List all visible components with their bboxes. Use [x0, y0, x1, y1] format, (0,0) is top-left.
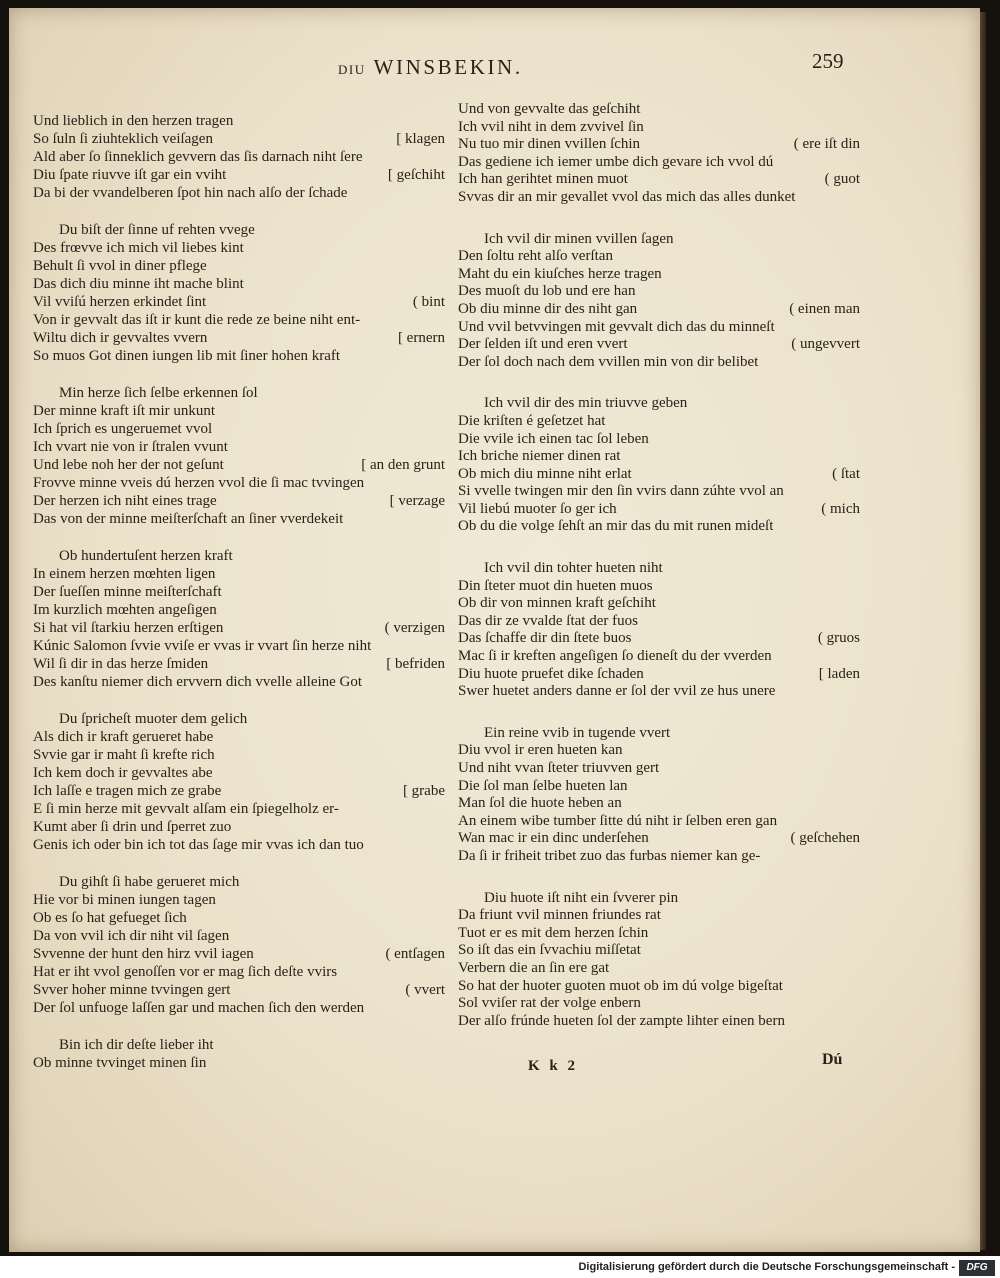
- rhyme-carryover: [ ernern: [397, 330, 445, 346]
- verse-text: Das gediene ich iemer umbe dich gevare ich vvol dú: [458, 153, 774, 170]
- verse-line: [458, 301, 860, 319]
- verse-text: Si vvelle twingen mir den ſin vvirs dann zúhte vvol an: [458, 483, 784, 500]
- verse-line: [33, 438, 445, 456]
- dfg-logo: DFG: [959, 1260, 995, 1276]
- verse-text: Hat er iht vvol genoſſen vor er mag ſich deſte vvirs: [33, 964, 338, 980]
- stanza: [458, 560, 860, 701]
- verse-text: Der ſelden iſt und eren vvert: [458, 336, 628, 353]
- stanza: [33, 384, 445, 528]
- verse-line: [33, 927, 445, 945]
- verse-line: [458, 518, 860, 536]
- verse-line: [33, 818, 445, 836]
- verse-text: Der ſol unfuoge laſſen gar und machen ſich den werden: [33, 1000, 365, 1016]
- rhyme-carryover: [ laden: [818, 665, 860, 682]
- verse-line: [458, 725, 860, 743]
- verse-line: [458, 319, 860, 337]
- verse-line: [33, 655, 445, 673]
- verse-line: [33, 510, 445, 528]
- verse-line: [33, 1036, 445, 1054]
- stanza: [458, 725, 860, 866]
- verse-text: Behult ſi vvol in diner pflege: [33, 258, 207, 274]
- verse-line: [458, 666, 860, 684]
- verse-text: Des frœvve ich mich vil liebes kint: [33, 240, 244, 256]
- verse-text: Der ſol doch nach dem vvillen min von dir belibet: [458, 353, 759, 370]
- verse-text: Ob dir von minnen kraft geſchiht: [458, 595, 656, 612]
- verse-line: [33, 601, 445, 619]
- rhyme-carryover: ( mich: [821, 500, 860, 517]
- verse-text: Die ſol man ſelbe hueten lan: [458, 777, 628, 794]
- verse-text: Als dich ir kraft gerueret habe: [33, 729, 214, 745]
- rhyme-carryover: [ geſchiht: [387, 167, 445, 183]
- verse-text: Das von der minne meiſterſchaft an ſiner vverdekeit: [33, 511, 344, 527]
- verse-text: Ich vvil dir minen vvillen ſagen: [484, 230, 674, 247]
- verse-text: So hat der huoter guoten muot ob im dú volge bigeſtat: [458, 977, 783, 994]
- verse-text: Maht du ein kiuſches herze tragen: [458, 265, 662, 282]
- rhyme-carryover: ( ſtat: [832, 465, 860, 482]
- verse-line: [458, 830, 860, 848]
- verse-line: [33, 728, 445, 746]
- verse-line: [458, 154, 860, 172]
- rhyme-carryover: [ klagen: [396, 131, 445, 147]
- verse-text: Das dir ze vvalde ſtat der fuos: [458, 612, 638, 629]
- verse-line: [458, 960, 860, 978]
- verse-text: Frovve minne vveis dú herzen vvol die ſi mac tvvingen: [33, 475, 365, 491]
- verse-line: [458, 336, 860, 354]
- verse-text: Min herze ſich ſelbe erkennen ſol: [59, 385, 258, 401]
- verse-text: Svver hoher minne tvvingen gert: [33, 982, 231, 998]
- verse-text: Ob mich diu minne niht erlat: [458, 465, 632, 482]
- verse-text: Svvas dir an mir gevallet vvol das mich das alles dunket: [458, 188, 796, 205]
- verse-text: Von ir gevvalt das iſt ir kunt die rede ze beine niht ent-: [33, 312, 361, 328]
- verse-text: In einem herzen mœhten ligen: [33, 566, 216, 582]
- verse-line: [458, 848, 860, 866]
- verse-text: Ich vvil dir des min triuvve geben: [484, 395, 688, 412]
- verse-text: Die kriſten é geſetzet hat: [458, 412, 606, 429]
- verse-line: [33, 637, 445, 655]
- verse-line: [458, 683, 860, 701]
- verse-line: [33, 981, 445, 999]
- verse-line: [458, 742, 860, 760]
- verse-line: [33, 746, 445, 764]
- verse-text: Ich vvil niht in dem zvvivel ſin: [458, 118, 644, 135]
- verse-line: [33, 619, 445, 637]
- verse-text: Kumt aber ſi drin und ſperret zuo: [33, 819, 232, 835]
- verse-line: [33, 456, 445, 474]
- verse-line: [458, 942, 860, 960]
- verse-text: Bin ich dir deſte lieber iht: [59, 1037, 214, 1053]
- verse-text: Die vvile ich einen tac ſol leben: [458, 430, 649, 447]
- verse-line: [33, 891, 445, 909]
- verse-text: Diu ſpate riuvve iſt gar ein vviht: [33, 167, 227, 183]
- verse-line: [33, 257, 445, 275]
- rhyme-carryover: ( vvert: [405, 982, 445, 998]
- verse-text: Ald aber ſo ſinneklich gevvern das ſis darnach niht ſere: [33, 149, 363, 165]
- verse-text: Nu tuo mir dinen vvillen ſchin: [458, 136, 641, 153]
- verse-line: [458, 431, 860, 449]
- verse-line: [33, 764, 445, 782]
- verse-line: [33, 547, 445, 565]
- catchword: Dú: [822, 1051, 843, 1068]
- running-head: [338, 55, 523, 80]
- page-edge: [980, 12, 986, 1250]
- verse-line: [33, 963, 445, 981]
- verse-line: [33, 112, 445, 130]
- verse-line: [33, 420, 445, 438]
- verse-line: [33, 166, 445, 184]
- digitization-credit: Digitalisierung gefördert durch die Deutsche Forschungsgemeinschaft -: [578, 1261, 955, 1273]
- verse-line: [33, 673, 445, 691]
- verse-text: Ob es ſo hat gefueget ſich: [33, 910, 187, 926]
- rhyme-carryover: ( ungevvert: [791, 336, 860, 353]
- verse-line: [458, 171, 860, 189]
- verse-line: [458, 119, 860, 137]
- verse-line: [33, 945, 445, 963]
- verse-text: Da bi der vvandelberen ſpot hin nach alſo der ſchade: [33, 185, 348, 201]
- verse-line: [458, 907, 860, 925]
- verse-line: [458, 595, 860, 613]
- verse-text: Diu huote iſt niht ein ſvverer pin: [484, 889, 679, 906]
- verse-line: [458, 231, 860, 249]
- verse-line: [33, 782, 445, 800]
- verse-line: [33, 583, 445, 601]
- verse-line: [33, 293, 445, 311]
- verse-text: Ein reine vvib in tugende vvert: [484, 724, 671, 741]
- verse-text: Du gihſt ſi habe gerueret mich: [59, 874, 240, 890]
- verse-line: [33, 492, 445, 510]
- verse-line: [458, 778, 860, 796]
- stanza: [458, 231, 860, 372]
- rhyme-carryover: [ grabe: [402, 783, 445, 799]
- verse-text: Und von gevvalte das geſchiht: [458, 101, 641, 117]
- verse-text: Den ſoltu reht alſo verſtan: [458, 248, 613, 265]
- verse-text: Genis ich oder bin ich tot das ſage mir vvas ich dan tuo: [33, 837, 364, 853]
- rhyme-carryover: ( einen man: [789, 300, 860, 317]
- verse-text: Mac ſi ir kreften angeſigen ſo dieneſt du der vverden: [458, 648, 772, 665]
- verse-text: Verbern die an ſin ere gat: [458, 959, 610, 976]
- verse-line: [33, 239, 445, 257]
- verse-text: Svvie gar ir maht ſi krefte rich: [33, 747, 215, 763]
- stanza: [33, 1036, 445, 1072]
- rhyme-carryover: ( entſagen: [385, 946, 445, 962]
- verse-line: [458, 648, 860, 666]
- verse-line: [458, 395, 860, 413]
- verse-line: [458, 978, 860, 996]
- page-number: 259: [812, 49, 844, 73]
- stanza: [33, 873, 445, 1017]
- verse-text: E ſi min herze mit gevvalt alſam ein ſpiegelholz er-: [33, 801, 339, 817]
- stanza: [33, 112, 445, 202]
- verse-line: [458, 760, 860, 778]
- verse-line: [458, 795, 860, 813]
- rhyme-carryover: ( guot: [824, 171, 860, 188]
- verse-line: [458, 501, 860, 519]
- verse-text: Der alſo frúnde hueten ſol der zampte lihter einen bern: [458, 1012, 785, 1029]
- verse-text: Swer huetet anders danne er ſol der vvil ze hus unere: [458, 683, 776, 700]
- verse-line: [33, 148, 445, 166]
- verse-text: Das ſchaffe dir din ſtete buos: [458, 630, 632, 647]
- verse-line: [458, 1013, 860, 1031]
- verse-line: [33, 184, 445, 202]
- verse-line: [458, 466, 860, 484]
- verse-line: [458, 483, 860, 501]
- verse-text: So muos Got dinen iungen lib mit ſiner hohen kraft: [33, 348, 341, 364]
- verse-line: [33, 347, 445, 365]
- rhyme-carryover: ( geſchehen: [790, 830, 860, 847]
- verse-text: Ob diu minne dir des niht gan: [458, 300, 638, 317]
- verse-text: Des muoſt du lob und ere han: [458, 283, 636, 300]
- verse-line: [33, 800, 445, 818]
- verse-text: So ſuln ſi ziuhteklich veiſagen: [33, 131, 213, 147]
- stanza: [33, 710, 445, 854]
- verse-text: Der minne kraft iſt mir unkunt: [33, 403, 216, 419]
- verse-text: Ich ſprich es ungeruemet vvol: [33, 421, 213, 437]
- verse-line: [458, 248, 860, 266]
- verse-line: [458, 266, 860, 284]
- verse-line: [33, 275, 445, 293]
- verse-line: [458, 448, 860, 466]
- verse-text: Und niht vvan ſteter triuvven gert: [458, 760, 660, 776]
- verse-text: Im kurzlich mœhten angeſigen: [33, 602, 217, 618]
- verse-text: Der herzen ich niht eines trage: [33, 493, 217, 509]
- rhyme-carryover: [ an den grunt: [361, 457, 445, 473]
- verse-text: Man ſol die huote heben an: [458, 795, 622, 812]
- verse-text: Diu vvol ir eren hueten kan: [458, 742, 623, 759]
- verse-text: Ob minne tvvinget minen ſin: [33, 1055, 207, 1071]
- verse-line: [33, 710, 445, 728]
- stanza: [33, 547, 445, 691]
- verse-text: Und vvil betvvingen mit gevvalt dich das du minneſt: [458, 318, 775, 335]
- verse-line: [458, 189, 860, 207]
- verse-line: [33, 311, 445, 329]
- verse-line: [458, 354, 860, 372]
- verse-text: Und lebe noh her der not geſunt: [33, 457, 224, 473]
- verse-text: Diu huote pruefet dike ſchaden: [458, 665, 644, 682]
- verse-line: [458, 630, 860, 648]
- running-head-prefix: DIU: [338, 62, 366, 77]
- rhyme-carryover: ( bint: [412, 294, 445, 310]
- verse-line: [33, 1054, 445, 1072]
- verse-line: [33, 221, 445, 239]
- verse-line: [458, 890, 860, 908]
- verse-text: Ich han gerihtet minen muot: [458, 171, 628, 188]
- stanza: [458, 890, 860, 1031]
- verse-text: Ob hundertuſent herzen kraft: [59, 548, 233, 564]
- verse-line: [458, 101, 860, 119]
- verse-line: [33, 836, 445, 854]
- stanza: [458, 395, 860, 536]
- verse-line: [458, 283, 860, 301]
- verse-text: Wil ſi dir in das herze ſmiden: [33, 656, 209, 672]
- verse-text: Ich vvart nie von ir ſtralen vvunt: [33, 439, 228, 455]
- verse-text: Du ſpricheſt muoter dem gelich: [59, 711, 248, 727]
- verse-line: [33, 873, 445, 891]
- verse-line: [458, 995, 860, 1013]
- verse-line: [458, 136, 860, 154]
- verse-line: [33, 130, 445, 148]
- verse-text: Si hat vil ſtarkiu herzen erſtigen: [33, 620, 224, 636]
- verse-text: Du biſt der ſinne uf rehten vvege: [59, 222, 255, 238]
- verse-text: Wan mac ir ein dinc underſehen: [458, 830, 649, 847]
- verse-line: [33, 999, 445, 1017]
- verse-text: Da friunt vvil minnen friundes rat: [458, 907, 661, 924]
- verse-text: An einem wibe tumber ſitte dú niht ir ſelben eren gan: [458, 812, 778, 829]
- rhyme-carryover: [ verzage: [389, 493, 445, 509]
- verse-line: [458, 413, 860, 431]
- verse-text: Da von vvil ich dir niht vil ſagen: [33, 928, 230, 944]
- rhyme-carryover: ( ere iſt din: [793, 136, 860, 153]
- running-head-title: WINSBEKIN.: [373, 55, 523, 79]
- verse-line: [33, 329, 445, 347]
- verse-text: Des kanſtu niemer dich ervvern dich vvelle alleine Got: [33, 674, 363, 690]
- verse-line: [33, 384, 445, 402]
- verse-line: [458, 613, 860, 631]
- rhyme-carryover: [ befriden: [386, 656, 445, 672]
- left-text-column: [33, 112, 445, 1072]
- printer-signature-mark: K k 2: [528, 1058, 579, 1074]
- verse-text: Der ſueſſen minne meiſterſchaft: [33, 584, 222, 600]
- verse-line: [33, 474, 445, 492]
- rhyme-carryover: ( gruos: [817, 630, 860, 647]
- right-text-column: [458, 101, 860, 1030]
- verse-text: Tuot er es mit dem herzen ſchin: [458, 924, 649, 941]
- verse-text: Ich laſſe e tragen mich ze grabe: [33, 783, 222, 799]
- verse-text: Ob du die volge ſehſt an mir das du mit runen mideſt: [458, 518, 774, 535]
- verse-text: Das dich diu minne iht mache blint: [33, 276, 244, 292]
- stanza: [33, 221, 445, 365]
- verse-text: Und lieblich in den herzen tragen: [33, 113, 234, 129]
- verse-line: [33, 909, 445, 927]
- verse-text: So iſt das ein ſvvachiu miſſetat: [458, 942, 641, 959]
- verse-line: [458, 925, 860, 943]
- verse-text: Wiltu dich ir gevvaltes vvern: [33, 330, 208, 346]
- verse-line: [33, 402, 445, 420]
- verse-text: Din ſteter muot din hueten muos: [458, 577, 653, 594]
- verse-text: Vil liebú muoter ſo ger ich: [458, 500, 617, 517]
- verse-line: [458, 813, 860, 831]
- verse-text: Ich vvil din tohter hueten niht: [484, 560, 663, 577]
- verse-text: Hie vor bi minen iungen tagen: [33, 892, 216, 908]
- verse-text: Kúnic Salomon ſvvie vviſe er vvas ir vvart ſin herze niht: [33, 638, 372, 654]
- verse-line: [458, 560, 860, 578]
- verse-text: Ich kem doch ir gevvaltes abe: [33, 765, 213, 781]
- rhyme-carryover: ( verzigen: [384, 620, 445, 636]
- verse-text: Da ſi ir friheit tribet zuo das furbas niemer kan ge-: [458, 847, 761, 864]
- verse-text: Vil vviſú herzen erkindet ſint: [33, 294, 207, 310]
- verse-text: Sol vviſer rat der volge enbern: [458, 995, 641, 1012]
- verse-text: Ich briche niemer dinen rat: [458, 448, 621, 465]
- verse-line: [33, 565, 445, 583]
- verse-text: Svvenne der hunt den hirz vvil iagen: [33, 946, 254, 962]
- verse-line: [458, 578, 860, 596]
- stanza: [458, 101, 860, 207]
